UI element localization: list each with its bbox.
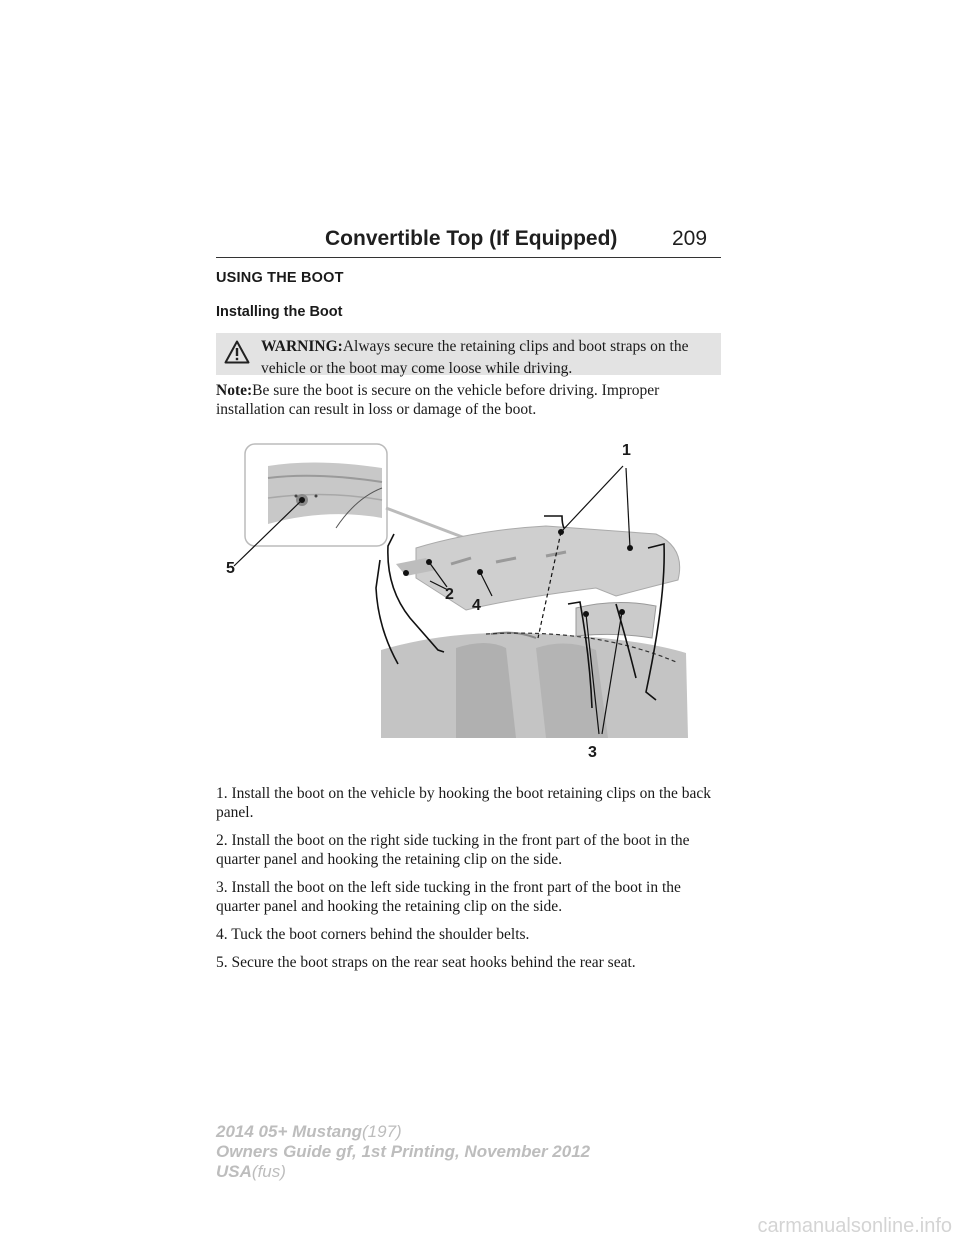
footer-market-code: (fus) (251, 1162, 286, 1181)
page-number: 209 (672, 227, 708, 250)
callout-2: 2 (445, 586, 454, 603)
print-footer (216, 1122, 590, 1182)
footer-market: USA (216, 1162, 252, 1181)
car-interior (381, 602, 688, 738)
warning-body: Always secure the retaining clips and boot straps on the vehicle or the boot may come loose while driving. (261, 338, 689, 377)
warning-label: WARNING: (261, 338, 343, 355)
callout-5: 5 (226, 560, 235, 577)
watermark: carmanualsonline.info (757, 1215, 952, 1237)
boot-cover (396, 526, 680, 610)
subsection-heading: Installing the Boot (216, 304, 343, 320)
footer-page-code: (197) (362, 1122, 402, 1141)
step-item: 2. Install the boot on the right side tucking in the front part of the boot in the quarter panel and hooking the retaining clip on the side. (216, 832, 690, 868)
note-label: Note: (216, 382, 253, 399)
installation-steps (216, 784, 726, 981)
note-body: Be sure the boot is secure on the vehicle before driving. Improper installation can result in loss or damage of the boot. (216, 382, 660, 418)
section-heading: USING THE BOOT (216, 270, 344, 286)
step-item: 3. Install the boot on the left side tucking in the front part of the boot in the quarter panel and hooking the retaining clip on the side. (216, 879, 681, 915)
step-item: 4. Tuck the boot corners behind the shoulder belts. (216, 926, 530, 943)
warning-text (261, 336, 717, 380)
callout-3: 3 (588, 744, 597, 761)
note-paragraph (216, 381, 721, 419)
callout-1: 1 (622, 442, 631, 459)
header-divider (216, 257, 721, 258)
callout-4: 4 (472, 597, 481, 614)
chapter-title: Convertible Top (If Equipped) (325, 227, 618, 250)
step-item: 5. Secure the boot straps on the rear seat hooks behind the rear seat. (216, 954, 636, 971)
footer-printing: Owners Guide gf, 1st Printing, November 2012 (216, 1142, 591, 1161)
step-item: 1. Install the boot on the vehicle by hooking the boot retaining clips on the back panel. (216, 785, 712, 821)
inset-detail (245, 444, 387, 546)
warning-triangle-icon (224, 340, 250, 364)
boot-installation-illustration (216, 438, 696, 768)
footer-model: 2014 05+ Mustang (216, 1122, 362, 1141)
